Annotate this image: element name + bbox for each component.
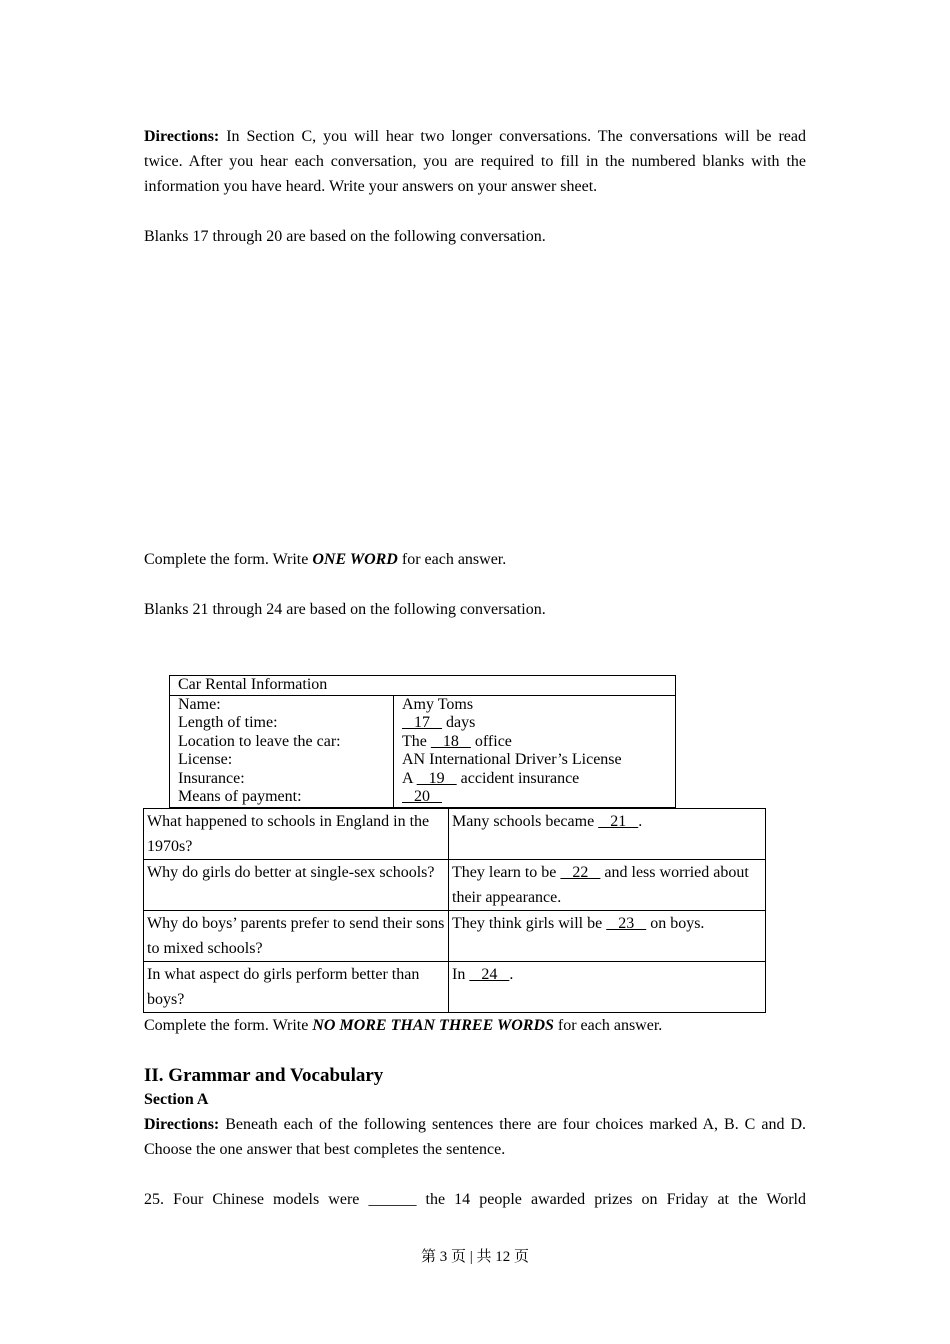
table-row (144, 962, 766, 1013)
car-rental-header: Car Rental Information (170, 676, 676, 696)
car-rental-values (394, 695, 676, 807)
answer-cell: Many schools became 21 . (449, 809, 766, 860)
blank-19: 19 (416, 769, 457, 787)
blank-17: 17 (402, 714, 442, 731)
question-cell: Why do girls do better at single-sex schools? (144, 860, 449, 911)
table-row (144, 809, 766, 860)
section-heading: II. Grammar and Vocabulary (144, 1065, 384, 1086)
value-location: The 18 office (402, 732, 512, 750)
answer-cell: They learn to be 22 and less worried about their appearance. (449, 860, 766, 911)
school-form-table (143, 808, 766, 1013)
blanks-21-24-intro: Blanks 21 through 24 are based on the following conversation. (144, 601, 546, 618)
answer-cell: They think girls will be 23 on boys. (449, 911, 766, 962)
section-a-label: Section A (144, 1091, 209, 1108)
instruction-suffix: for each answer. (553, 1017, 663, 1034)
blank-21: 21 (598, 813, 639, 830)
blank-23: 23 (606, 915, 647, 932)
value-insurance: A 19 accident insurance (402, 769, 580, 787)
instruction-emphasis: ONE WORD (312, 551, 398, 568)
label-payment: Means of payment: (178, 788, 302, 805)
instruction-prefix: Complete the form. Write (144, 551, 313, 568)
directions-text: Beneath each of the following sentences there are four choices marked A, B. C and D. Choose the one answer that best completes the sentence. (144, 1116, 806, 1158)
blanks-17-20-intro: Blanks 17 through 20 are based on the following conversation. (144, 228, 546, 245)
blank-18: 18 (430, 732, 471, 750)
label-insurance: Insurance: (178, 769, 245, 787)
label-location: Location to leave the car: (178, 732, 341, 750)
car-rental-table (169, 675, 676, 808)
label-name: Name: (178, 695, 221, 713)
label-license: License: (178, 751, 233, 768)
car-rental-labels (170, 695, 394, 807)
table-row (144, 860, 766, 911)
instruction-suffix: for each answer. (397, 551, 507, 568)
directions-label: Directions: (144, 1116, 220, 1133)
question-cell: What happened to schools in England in the 1970s? (144, 809, 449, 860)
page-footer: 第 3 页 | 共 12 页 (420, 1249, 529, 1265)
directions-text: In Section C, you will hear two longer conversations. The conversations will be read twice. After you hear each conversation, you are required to fill in the numbered blanks with the information you have heard. Write your answers on your answer sheet. (144, 128, 806, 195)
question-25: 25. Four Chinese models were ______ the 14 people awarded prizes on Friday at the World (144, 1191, 806, 1208)
value-payment (402, 788, 667, 807)
blank-20: 20 (402, 788, 442, 805)
directions-label: Directions: (144, 128, 220, 145)
question-cell: Why do boys’ parents prefer to send their sons to mixed schools? (144, 911, 449, 962)
answer-cell: In 24 . (449, 962, 766, 1013)
table-row (144, 911, 766, 962)
grammar-directions (144, 1112, 806, 1162)
label-length: Length of time: (178, 714, 278, 731)
instruction-emphasis: NO MORE THAN THREE WORDS (312, 1017, 554, 1034)
complete-form-instruction-2 (144, 1013, 806, 1038)
value-name: Amy Toms (402, 695, 474, 713)
blank-24: 24 (469, 966, 510, 983)
value-license: AN International Driver’s License (402, 751, 622, 768)
question-cell: In what aspect do girls perform better than boys? (144, 962, 449, 1013)
grammar-heading-block (144, 1064, 383, 1088)
blank-22: 22 (560, 864, 601, 881)
instruction-prefix: Complete the form. Write (144, 1017, 313, 1034)
value-length: 17 days (402, 714, 476, 731)
section-c-directions (144, 124, 806, 199)
complete-form-instruction-1 (144, 547, 806, 572)
